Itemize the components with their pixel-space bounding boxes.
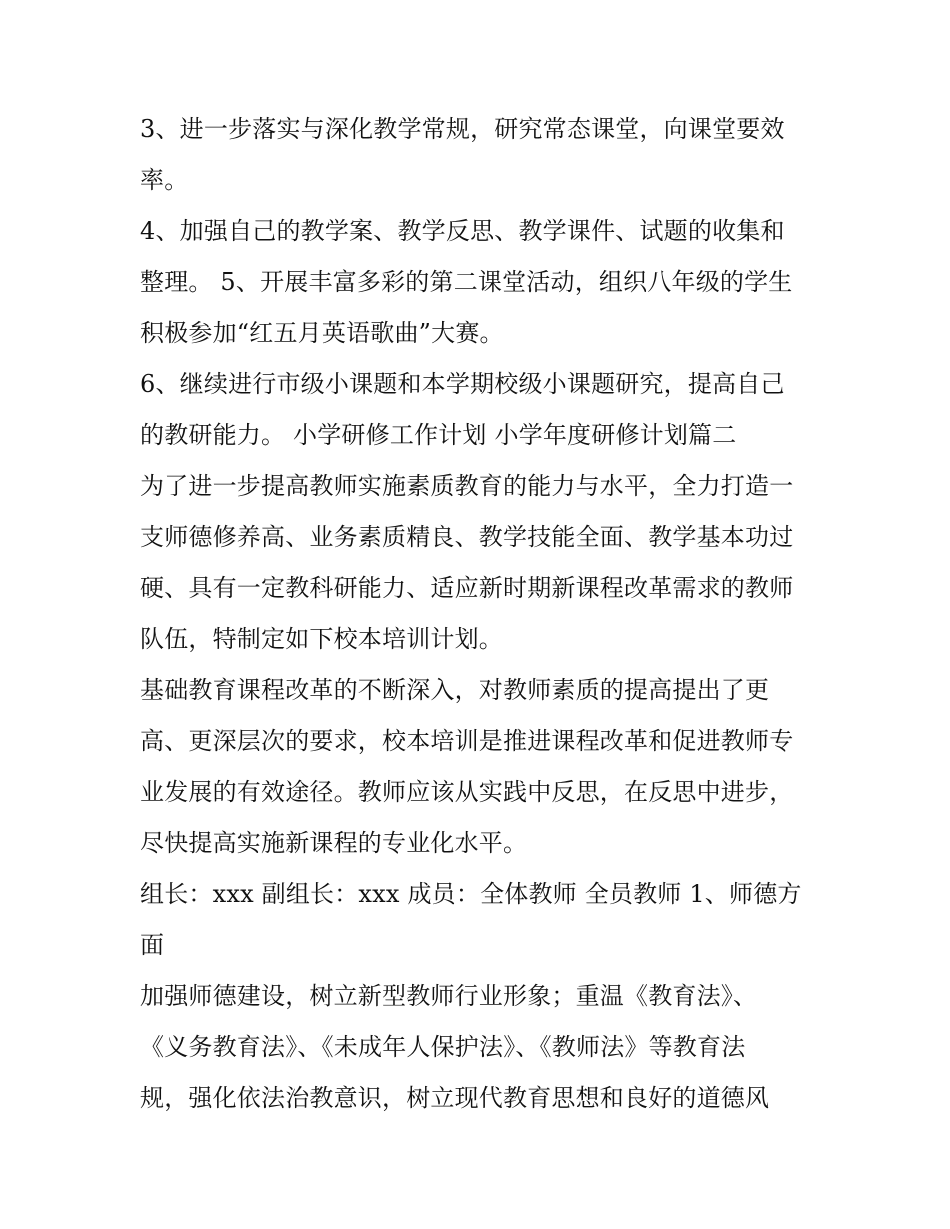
text-line: 硬、具有一定教科研能力、适应新时期新课程改革需求的教师 — [140, 574, 794, 602]
text-line: 的教研能力。 小学研修工作计划 小学年度研修计划篇二 — [140, 421, 737, 449]
text-line: 积极参加“红五月英语歌曲”大赛。 — [140, 319, 504, 347]
text-line: 高、更深层次的要求，校本培训是推进课程改革和促进教师专 — [140, 727, 794, 755]
text-line: 加强师德建设，树立新型教师行业形象；重温《教育法》、 — [140, 982, 758, 1010]
text-line: 6、继续进行市级小课题和本学期校级小课题研究，提高自己 — [140, 370, 785, 398]
text-line: 规，强化依法治教意识，树立现代教育思想和良好的道德风 — [140, 1084, 770, 1112]
text-line: 率。 — [140, 166, 189, 194]
text-line: 支师德修养高、业务素质精良、教学技能全面、教学基本功过 — [140, 523, 794, 551]
text-line: 组长：xxx 副组长：xxx 成员：全体教师 全员教师 1、师德方 — [140, 880, 802, 908]
text-line: 4、加强自己的教学案、教学反思、教学课件、试题的收集和 — [140, 217, 785, 245]
text-line: 整理。 5、开展丰富多彩的第二课堂活动，组织八年级的学生 — [140, 268, 793, 296]
text-line: 基础教育课程改革的不断深入，对教师素质的提高提出了更 — [140, 676, 770, 704]
text-line: 业发展的有效途径。教师应该从实践中反思，在反思中进步， — [140, 778, 794, 806]
text-line: 3、进一步落实与深化教学常规，研究常态课堂，向课堂要效 — [140, 115, 785, 143]
document-body — [140, 104, 820, 1124]
text-line: 《义务教育法》、《未成年人保护法》、《教师法》等教育法 — [140, 1033, 746, 1061]
text-line: 为了进一步提高教师实施素质教育的能力与水平，全力打造一 — [140, 472, 794, 500]
text-line: 队伍，特制定如下校本培训计划。 — [140, 625, 503, 653]
text-line: 面 — [140, 931, 165, 959]
text-line: 尽快提高实施新课程的专业化水平。 — [140, 829, 528, 857]
